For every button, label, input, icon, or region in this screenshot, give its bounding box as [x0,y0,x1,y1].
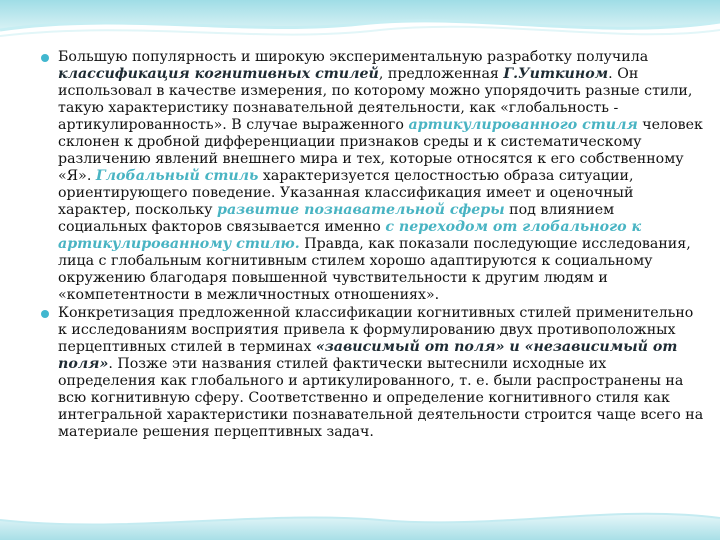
term-articulated-style: артикулированного стиля [408,117,638,133]
paragraph-2-text-2: . Позже эти названия стилей фактически вытеснили исходные их определения как глобального и артикулированного, т. е. были распространены на всю когнитивную сферу. Соответственно и определение когнитивного стиля как интегральной характеристики познавательной деятельности строится чаще всего на материале решения перцептивных задач. [58,356,704,440]
paragraph-1-text-2: , предложенная [378,66,504,82]
paragraph-1-text-5: характеризуется целостностью образа ситуации, ориентирующего поведение. Указанная классификация имеет и оценочный характер, поскольку [58,168,634,218]
term-field-dependence: «зависимый от поля» и «независимый от поля» [58,339,678,372]
paragraph-1-text-3: . Он использовал в качестве измерения, по которому можно упорядочить разные стили, такую характеристику познавательной деятельности, как «глобальность - артикулированность». В случае выраженного [58,66,693,133]
term-global-to-articulated-transition: с переходом от глобального к артикулированному стилю. [58,219,642,252]
term-cognitive-development: развитие познавательной сферы [217,202,505,218]
author-witkin: Г.Уиткином [503,66,609,82]
bullet-dot-icon [41,54,49,62]
bottom-wave [0,514,720,540]
paragraph-1-text-1: Большую популярность и широкую экспериментальную разработку получила [58,49,649,65]
slide-body [36,49,704,441]
term-global-style: Глобальный стиль [95,168,259,184]
paragraph-1-text-6: под влиянием социальных факторов связывается именно [58,202,615,235]
paragraph-2 [36,305,704,441]
paragraph-2-text-1: Конкретизация предложенной классификации когнитивных стилей применительно к исследованиям восприятия привела к формулированию двух противоположных перцептивных стилей в терминах [58,305,694,355]
paragraph-1-text-4: человек склонен к дробной дифференциации признаков среды и к систематическому различению явлений внешнего мира и тех, которые относятся к его собственному «Я». [58,117,703,184]
paragraph-1 [36,49,704,304]
bullet-dot-icon [41,310,49,318]
top-wave [0,0,720,36]
term-cognitive-styles-classification: классификация когнитивных стилей [58,66,379,82]
paragraph-1-text-7: Правда, как показали последующие исследования, лица с глобальным когнитивным стилем хорошо адаптируются к социальному окружению благодаря повышенной чувствительности к другим людям и «компетентности в межличностных отношениях». [58,236,691,303]
